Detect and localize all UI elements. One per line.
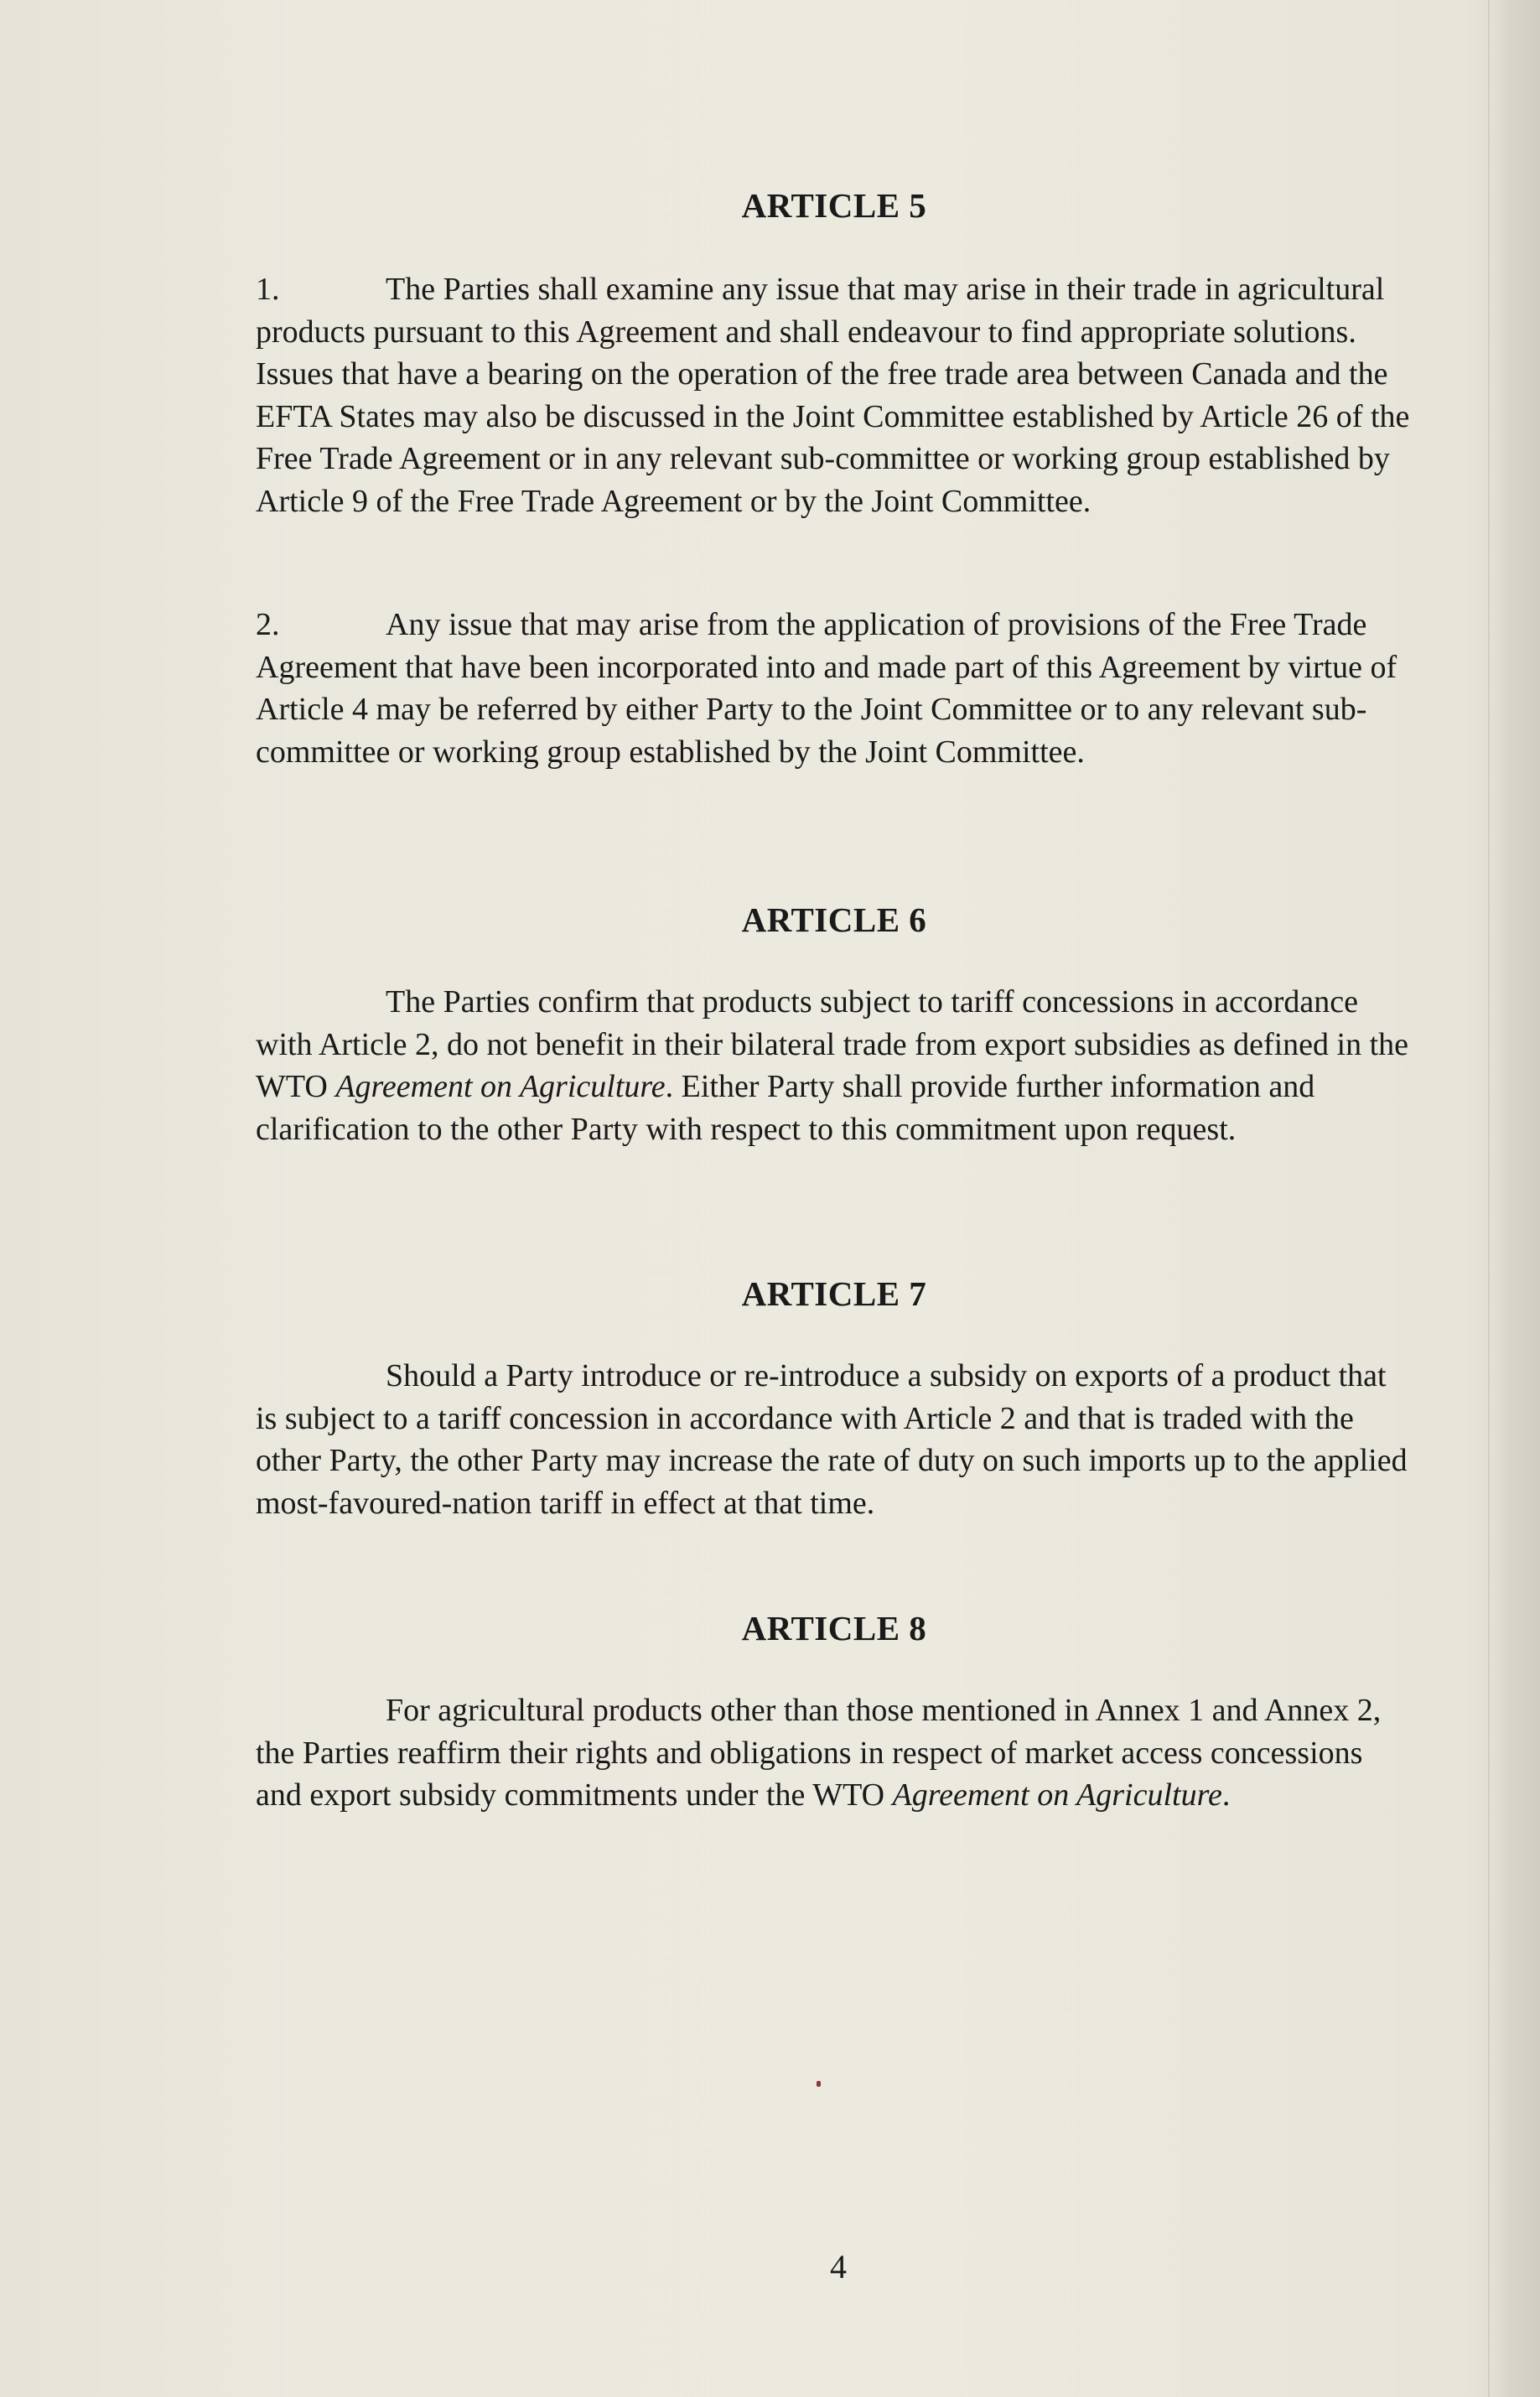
article-7-heading: ARTICLE 7 [741,1274,927,1313]
page-spine-shadow [1488,0,1540,2397]
paragraph-text: The Parties confirm that products subject to tariff concessions in accordance with Article 2, do not benefit in their bilateral trade from export subsidies as defined in the WTO [256,984,1409,1104]
paragraph-text: . Either Party shall provide further information and clarification to the other Party with respect to this commitment upon request. [256,1069,1315,1147]
paragraph-text: . [1221,1777,1231,1813]
page-number: 4 [830,2248,847,2285]
paragraph-text: The Parties shall examine any issue that may arise in their trade in agricultural products pursuant to this Agreement and shall endeavour to find appropriate solutions. Issues that have a bearing on the operation of the free trade area between Canada and the EFTA States may also be discussed in the Joint Committee established by Article 26 of the Free Trade Agreement or in any relevant sub-committee or working group established by Article 9 of the Free Trade Agreement or by the Joint Committee. [256,272,1410,519]
paragraph-number: 2. [256,607,280,642]
paragraph-text: For agricultural products other than those mentioned in Annex 1 and Annex 2, the Parties reaffirm their rights and obligations in respect of market access concessions and export subsidy commitments under the WTO [256,1693,1382,1813]
paragraph-text: Should a Party introduce or re-introduce a subsidy on exports of a product that is subject to a tariff concession in accordance with Article 2 and that is traded with the other Party, the other Party may increase the rate of duty on such imports up to the applied most-favoured-nation tariff in effect at that time. [256,1358,1408,1521]
article-8-paragraph [256,1689,1413,1817]
agreement-title: Agreement on Agriculture [892,1777,1222,1813]
article-5-heading: ARTICLE 5 [741,186,927,225]
article-8-heading: ARTICLE 8 [741,1609,927,1647]
ink-speck [817,2081,821,2087]
paragraph-number: 1. [256,272,280,307]
article-7-paragraph [256,1355,1413,1524]
paragraph-text: Any issue that may arise from the application of provisions of the Free Trade Agreement that have been incorporated into and made part of this Agreement by virtue of Article 4 may be referred by either Party to the Joint Committee or to any relevant sub-committee or working group established by the Joint Committee. [256,607,1397,770]
article-5-paragraph-2 [256,604,1413,773]
article-6-paragraph [256,981,1413,1150]
agreement-title: Agreement on Agriculture [335,1069,666,1104]
article-6-heading: ARTICLE 6 [741,900,927,939]
article-5-paragraph-1 [256,268,1413,522]
